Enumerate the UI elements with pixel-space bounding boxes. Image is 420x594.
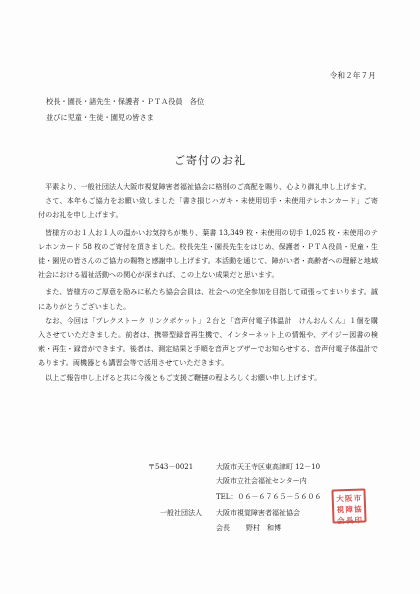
paragraph-greeting: 平素より、一般社団法人大阪市視覚障害者福祉協会に格別のご高配を賜り、心より御礼申し上げます。 [45,182,371,191]
sender-building: 大阪市立社会福祉センター内 [216,477,307,485]
letter-date: 令和２年７月 [329,71,376,80]
seal-char: 障 [345,504,354,515]
addressee-line-1: 校長・園長・諸先生・保護者・ＰＴＡ役員 各位 [46,97,205,106]
paragraph-closing: 以上ご報告申し上げると共に今後ともご支援ご鞭撻の程よろしくお願い申し上げます。 [45,372,322,382]
seal-char: 阪 [344,493,353,504]
addressee-block [46,94,204,126]
seal-char: 大 [336,494,344,504]
paragraph-intro: さて、本年もご協力をお願い致しました「書き損じハガキ・未使用切手・未使用テレホンカード」ご寄付のお礼を申し上げます。 [38,196,378,220]
sender-name: 野村 和博 [246,524,281,532]
seal-char: 協 [353,504,362,514]
paragraph-donations: 皆様方のお１人お１人の温かいお気持ちが集り、葉書 13,349 枚・未使用の切手 1,025 枚・未使用のテレホンカード 58 枚のご寄付を頂きました。校長先生・園長先生をはじめ、保護者・ＰＴＡ役員・児童・生徒・園児の皆さんのご協力の賜物と感謝申し上げます。本活動を通じて、障がい者・高齢者への理解と地域社会における福祉活動への関心が深まれば、この上ない成果だと思います。 [38,227,378,280]
org-prefix: 一般社団法人 [160,509,202,517]
paragraph-purchases: なお、今回は「プレクストーク リンクポケット」２台と「音声付電子体温計 けんおんくん」１個を購入させていただきました。前者は、携帯型録音再生機で、インターネット上の情報や、デイジー図書の検索・再生・録音ができます。後者は、測定結果と手順を音声とブザーでお知らせする、音声付電子体温計であります。両機器とも講習会等で活用させていただきます。 [38,315,378,368]
addressee-line-2: 並びに児童・生徒・園児の皆さま [46,113,154,122]
sender-role: 会長 [216,524,230,532]
seal-char: 市 [353,493,362,503]
org-name: 大阪市視覚障害者福祉協会 [216,509,300,517]
sender-phone: TEL：０６－６７６５－５６０６ [216,493,322,501]
letter-title: ご寄付のお礼 [174,154,246,167]
seal-char: 印 [354,515,363,525]
seal-char: 会 [336,516,345,526]
postal-code: 〒543－0021 [148,463,194,471]
letter-body [38,180,378,385]
seal-stamp [331,488,366,526]
sender-address: 大阪市天王寺区東高津町 12－10 [216,463,321,471]
seal-char: 視 [336,505,345,515]
paragraph-thanks: また、皆様方のご厚意を励みに私たち協会会員は、社会への完全参加を目指して頑張ってまいります。誠にありがとうございました。 [38,287,378,311]
seal-char: 長 [345,515,354,526]
